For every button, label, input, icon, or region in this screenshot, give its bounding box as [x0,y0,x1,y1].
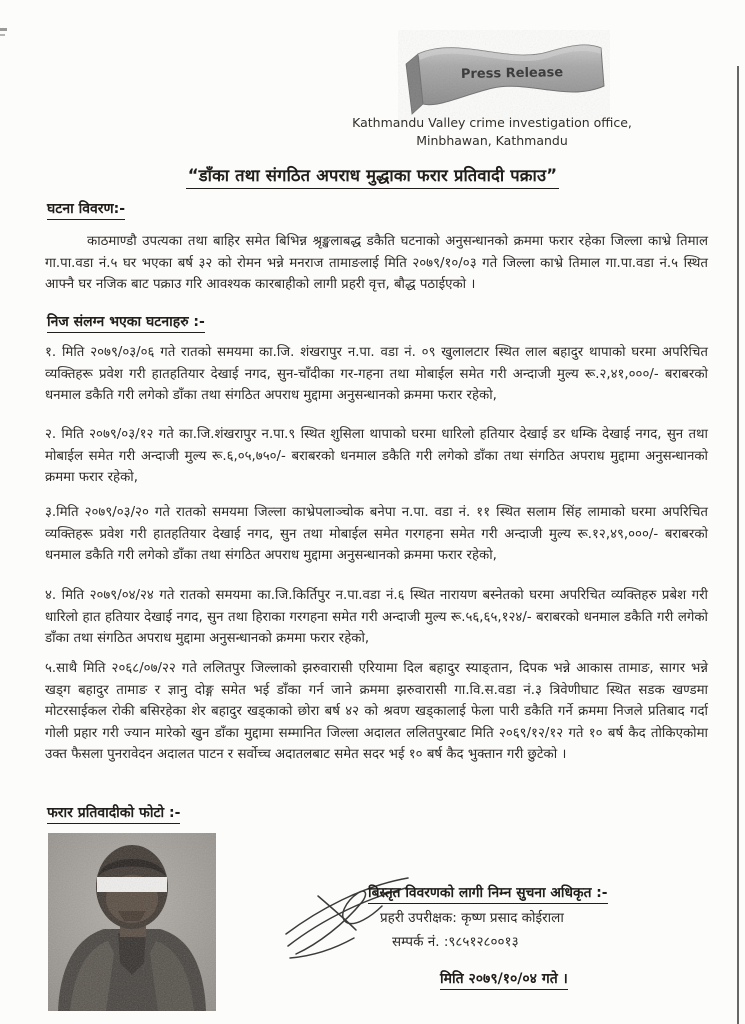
page-title: “डाँका तथा संगठित अपराध मुद्धाका फरार प्रतिवादी पक्राउ” [186,163,560,189]
press-release-label: Press Release [460,65,564,82]
scan-artifact-mark [0,28,7,31]
photo-section [47,802,180,824]
event-section [47,198,125,220]
scan-edge-line [737,66,739,1024]
office-name: Kathmandu Valley crime investigation office, [352,115,632,130]
officer-name-line: प्रहरी उपरीक्षक: कृष्ण प्रसाद कोईराला [380,910,564,926]
incident-item-2: २. मिति २०७९/०३/१२ गते का.जि.शंखरापुर न.पा.९ स्थित शुसिला थापाको घरमा धारिलो हतियार देखाई डर धम्कि देखाई नगद, सुन तथा मोबाईल समेत गरी अन्दाजी मुल्य रू.६,०५,७५०/- बराबरको धनमाल डकैति गरी लगेको डाँका तथा संगठित अपराध मुद्दामा अनुसन्धानको क्रममा फरार रहेको, [45,427,708,486]
incident-item-1: १. मिति २०७९/०३/०६ गते रातको समयमा का.जि. शंखरापुर न.पा. वडा नं. ०९ खुलालटार स्थित लाल बहादुर थापाको घरमा अपरिचित व्यक्तिहरू प्रवेश गरी हातहतियार देखाई नगद, सुन-चाँदीका गर-गहना तथा मोबाईल समेत गरी अन्दाजी मुल्य रू.२,४१,०००/- बराबरको धनमाल डकैति गरी लगेको डाँका तथा संगठित अपराध मुद्दामा अनुसन्धानको क्रममा फरार रहेको, [45,345,708,404]
incidents-heading: निज संलग्न भएका घटनाहरु :- [47,312,205,333]
contact-number-line: सम्पर्क नं. :९८५१२८००१३ [392,934,519,950]
contact-heading: बिस्तृत विवरणको लागी निम्न सुचना अधिकृत :- [368,883,608,904]
office-address: Minbhawan, Kathmandu [416,133,568,149]
incident-item-5: ५.साथै मिति २०६८/०७/२२ गते ललितपुर जिल्लाको झरुवारासी एरियामा दिल बहादुर स्याङ्तान, दिपक भन्ने आकास तामाङ, सागर भन्ने खड्ग बहादुर तामाङ र ज्ञानु दोङ्ग समेत भई डाँका गर्न जाने क्रममा झरुवारासी गा.वि.स.वडा नं.३ त्रिवेणीघाट स्थित सडक खण्डमा मोटरसाईकल रोकी बसिरहेका शेर बहादुर खड्काको छोरा बर्ष ४२ को श्रवण खड्कालाई फेला पारी डकैति गर्ने क्रममा निजले प्रतिबाद गर्दा गोली प्रहार गरी ज्यान मारेको खुन डाँका मुद्दामा सम्मानित जिल्ला अदालत ललितपुरबाट मिति २०६९/१२/१२ गते १० बर्ष कैद तोकिएकोमा उक्त फैसला पुनरावेदन अदालत पाटन र सर्वोच्च अदातलबाट समेत सदर भई १० बर्ष कैद भुक्तान गरी छुटेको । [45,661,708,763]
ribbon-stamp-graphic [398,30,610,122]
incident-item-4: ४. मिति २०७९/०४/२४ गते रातको समयमा का.जि.किर्तिपुर न.पा.वडा नं.६ स्थित नारायण बस्नेतको घरमा अपरिचित व्यक्तिहरु प्रबेश गरी धारिलो हात हतियार देखाई नगद, सुन तथा हिराका गरगहना समेत गरी अन्दाजी मुल्य रू.५६,६५,१२४/- बराबरको धनमाल डकैति गरी लगेको डाँका तथा संगठित अपराध मुद्दामा अनुसन्धानको क्रममा फरार रहेको, [45,588,708,647]
event-details-paragraph: काठमाण्डौ उपत्यका तथा बाहिर समेत बिभिन्न श्रृङ्खलाबद्ध डकैति घटनाको अनुसन्धानको क्रममा फरार रहेका जिल्ला काभ्रे तिमाल गा.पा.वडा नं.५ घर भएका बर्ष ३२ को रोमन भन्ने मनराज तामाङलाई मिति २०७९/१०/०३ गते जिल्ला काभ्रे तिमाल गा.पा.वडा नं.५ स्थित आफ्नै घर नजिक बाट पक्राउ गरि आवश्यक कारबाहीको लागी प्रहरी वृत्त, बौद्ध पठाईएको । [45,234,708,293]
scan-artifact-mark [0,34,5,36]
incident-item-3: ३.मिति २०७९/०३/२० गते रातको समयमा जिल्ला काभ्रेपलाञ्चोक बनेपा न.पा. वडा नं. ११ स्थित सलाम सिंह लामाको घरमा अपरिचित व्यक्तिहरू प्रवेश गरी हातहतियार देखाई नगद, सुन तथा मोबाईल समेत गरगहना समेत गरी अन्दाजी मुल्य रू.१२,४९,०००/- बराबरको धनमाल डकैति गरी लगेको डाँका तथा संगठित अपराध मुद्दामा अनुसन्धानको क्रममा फरार रहेको, [45,505,708,564]
suspect-photo-heading: फरार प्रतिवादीको फोटो :- [47,803,180,824]
incidents-section [47,311,205,333]
event-details-heading: घटना विवरण:- [47,199,125,220]
suspect-photo [48,833,216,1011]
suspect-photo-image [48,833,216,1011]
title-row [0,163,745,189]
press-release-stamp [398,30,610,122]
issuing-office-block [352,114,632,150]
issue-date: मिति २०७९/१०/०४ गते । [440,969,568,990]
